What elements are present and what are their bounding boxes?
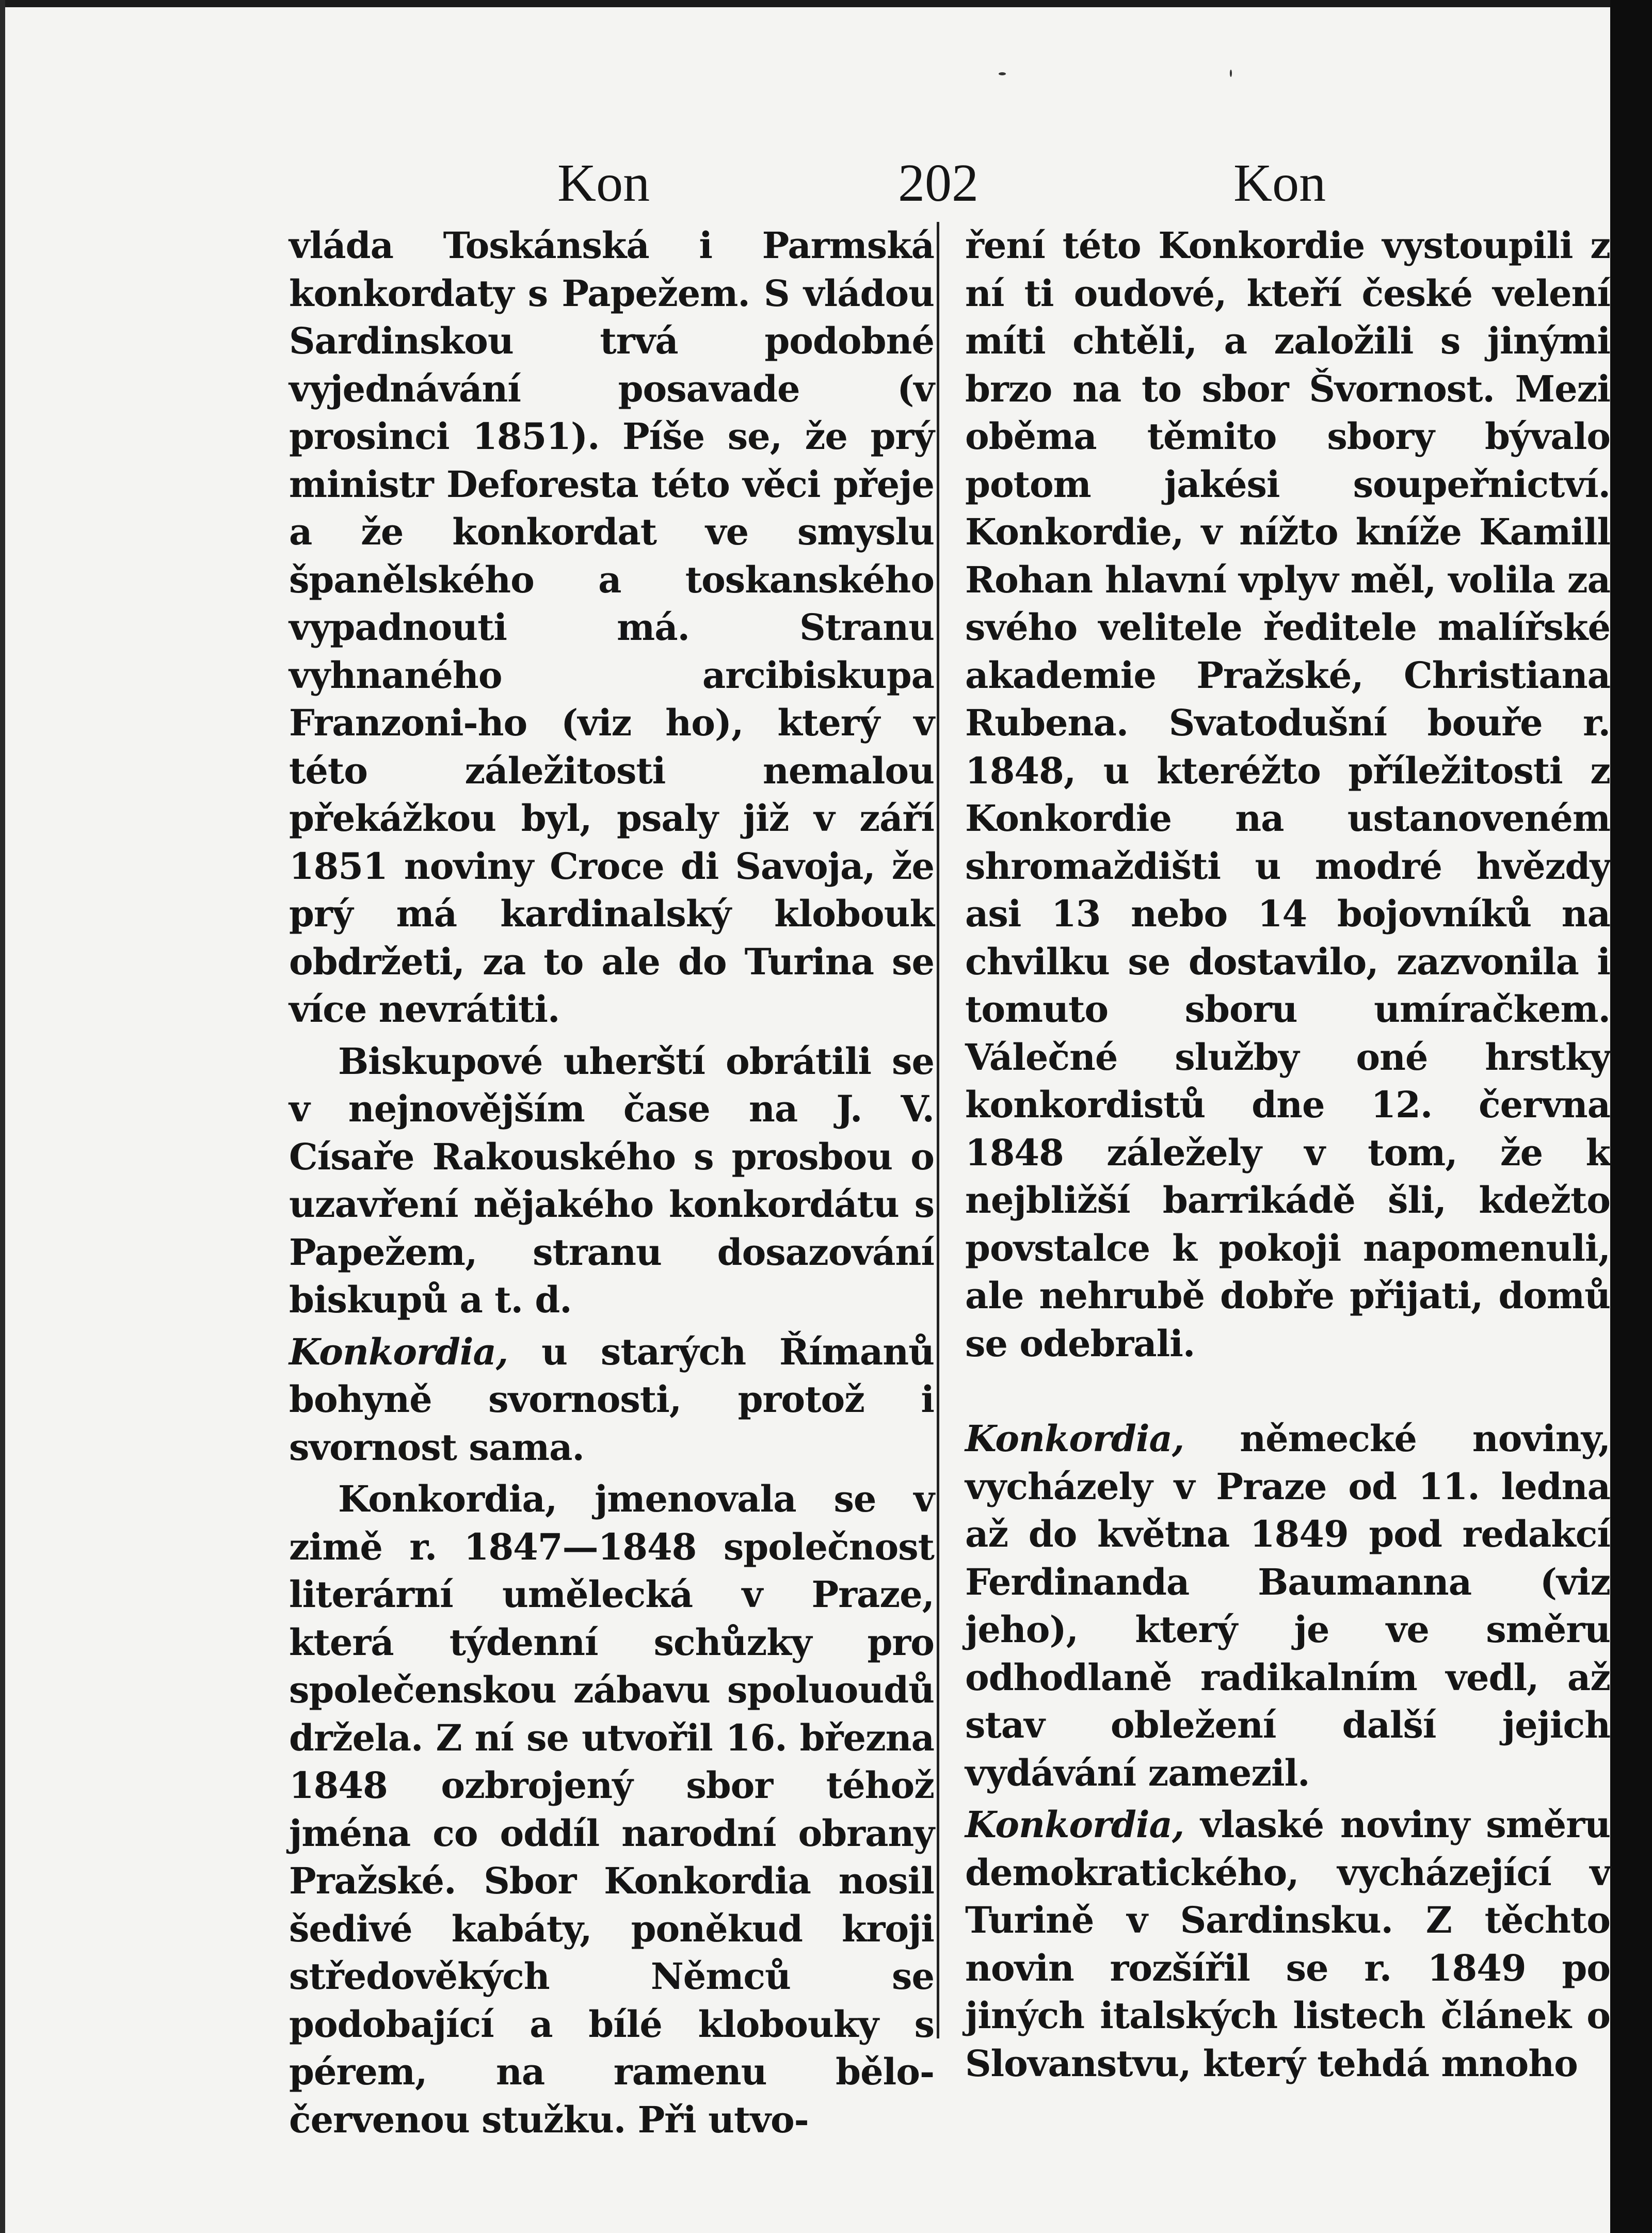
scan-border-top [0, 0, 1652, 7]
print-speck [999, 72, 1006, 75]
entry-text: vlaské noviny směru demokratického, vycházející v Turině v Sardinsku. Z těchto novin rozšířil se r. 1849 po jiných italských listech článek o Slovanstvu, který tehdá mnoho [965, 1803, 1610, 2085]
paragraph-bishops: Biskupové uherští obrátili se v nejnovějším čase na J. V. Císaře Rakouského s prosbou o uzavření nějakého konkordátu s Papežem, stranu dosazování biskupů a t. d. [289, 1039, 934, 1321]
entry-text: německé noviny, vycházely v Praze od 11. ledna až do května 1849 pod redakcí Ferdinanda Baumanna (viz jeho), který je ve směru odhodlaně radikalním vedl, až stav obležení další jejich vydávání zamezil. [965, 1417, 1610, 1794]
scan-border-left [0, 0, 5, 2233]
entry-headword: Konkordia, [289, 1330, 508, 1373]
column-divider [937, 222, 939, 2038]
scan-border-right [1610, 0, 1652, 2233]
entry-konkordia-italian-newspaper [965, 1801, 1610, 2087]
page-number: 202 [898, 153, 979, 213]
paragraph-continuation: vláda Toskánská i Parmská konkordaty s Papežem. S vládou Sardinskou trvá podobné vyjednávání posavade (v prosinci 1851). Píše se, že prý ministr Deforesta této věci přeje a že konkordat ve smyslu španělského a toskanského vypadnouti má. Stranu vyhnaného arcibiskupa Franzoni-ho (viz ho), který v této záležitosti nemalou překážkou byl, psaly již v září 1851 noviny Croce di Savoja, že prý má kardinalský klobouk obdržeti, za to ale do Turina se více nevrátiti. [289, 224, 934, 1031]
entry-headword: Konkordia, [965, 1803, 1184, 1846]
print-speck [1230, 70, 1232, 77]
entry-headword: Konkordia, [965, 1417, 1184, 1460]
paragraph-konkordia-corps: ření této Konkordie vystoupili z ní ti oudové, kteří české velení míti chtěli, a založili s jinými brzo na to sbor Švornost. Mezi oběma těmito sbory bývalo potom jakési soupeřnictví. Konkordie, v nížto kníže Kamill Rohan hlavní vplyv měl, volila za svého velitele ředitele malířské akademie Pražské, Christiana Rubena. Svatodušní bouře r. 1848, u kteréžto příležitosti z Konkordie na ustanoveném shromaždišti u modré hvězdy asi 13 nebo 14 bojovníků na chvilku se dostavilo, zazvonila i tomuto sboru umíračkem. Válečné služby oné hrstky konkordistů dne 12. června 1848 záležely v tom, že k nejbližší barrikádě šli, kdežto povstalce k pokoji napomenuli, ale nehrubě dobře přijati, domů se odebrali. [965, 224, 1610, 1365]
paragraph-konkordia-society: Konkordia, jmenovala se v zimě r. 1847—1848 společnost literární umělecká v Praze, která týdenní schůzky pro společenskou zábavu spoluoudů držela. Z ní se utvořil 16. března 1848 ozbrojený sbor téhož jména co oddíl narodní obrany Pražské. Sbor Konkordia nosil šedivé kabáty, poněkud kroji středověkých Němců se podobající a bílé klobouky s pérem, na ramenu bělo-červenou stužku. Při utvo- [289, 1477, 934, 2141]
right-column [965, 222, 1610, 2085]
left-column [289, 222, 934, 2141]
entry-konkordia-german-newspaper [965, 1415, 1610, 1797]
entry-konkordia-goddess [289, 1328, 934, 1472]
running-head-right: Kon [1233, 153, 1326, 213]
entry-text: u starých Římanů bohyně svornosti, protož i svornost sama. [289, 1330, 934, 1469]
running-head-left: Kon [557, 153, 650, 213]
